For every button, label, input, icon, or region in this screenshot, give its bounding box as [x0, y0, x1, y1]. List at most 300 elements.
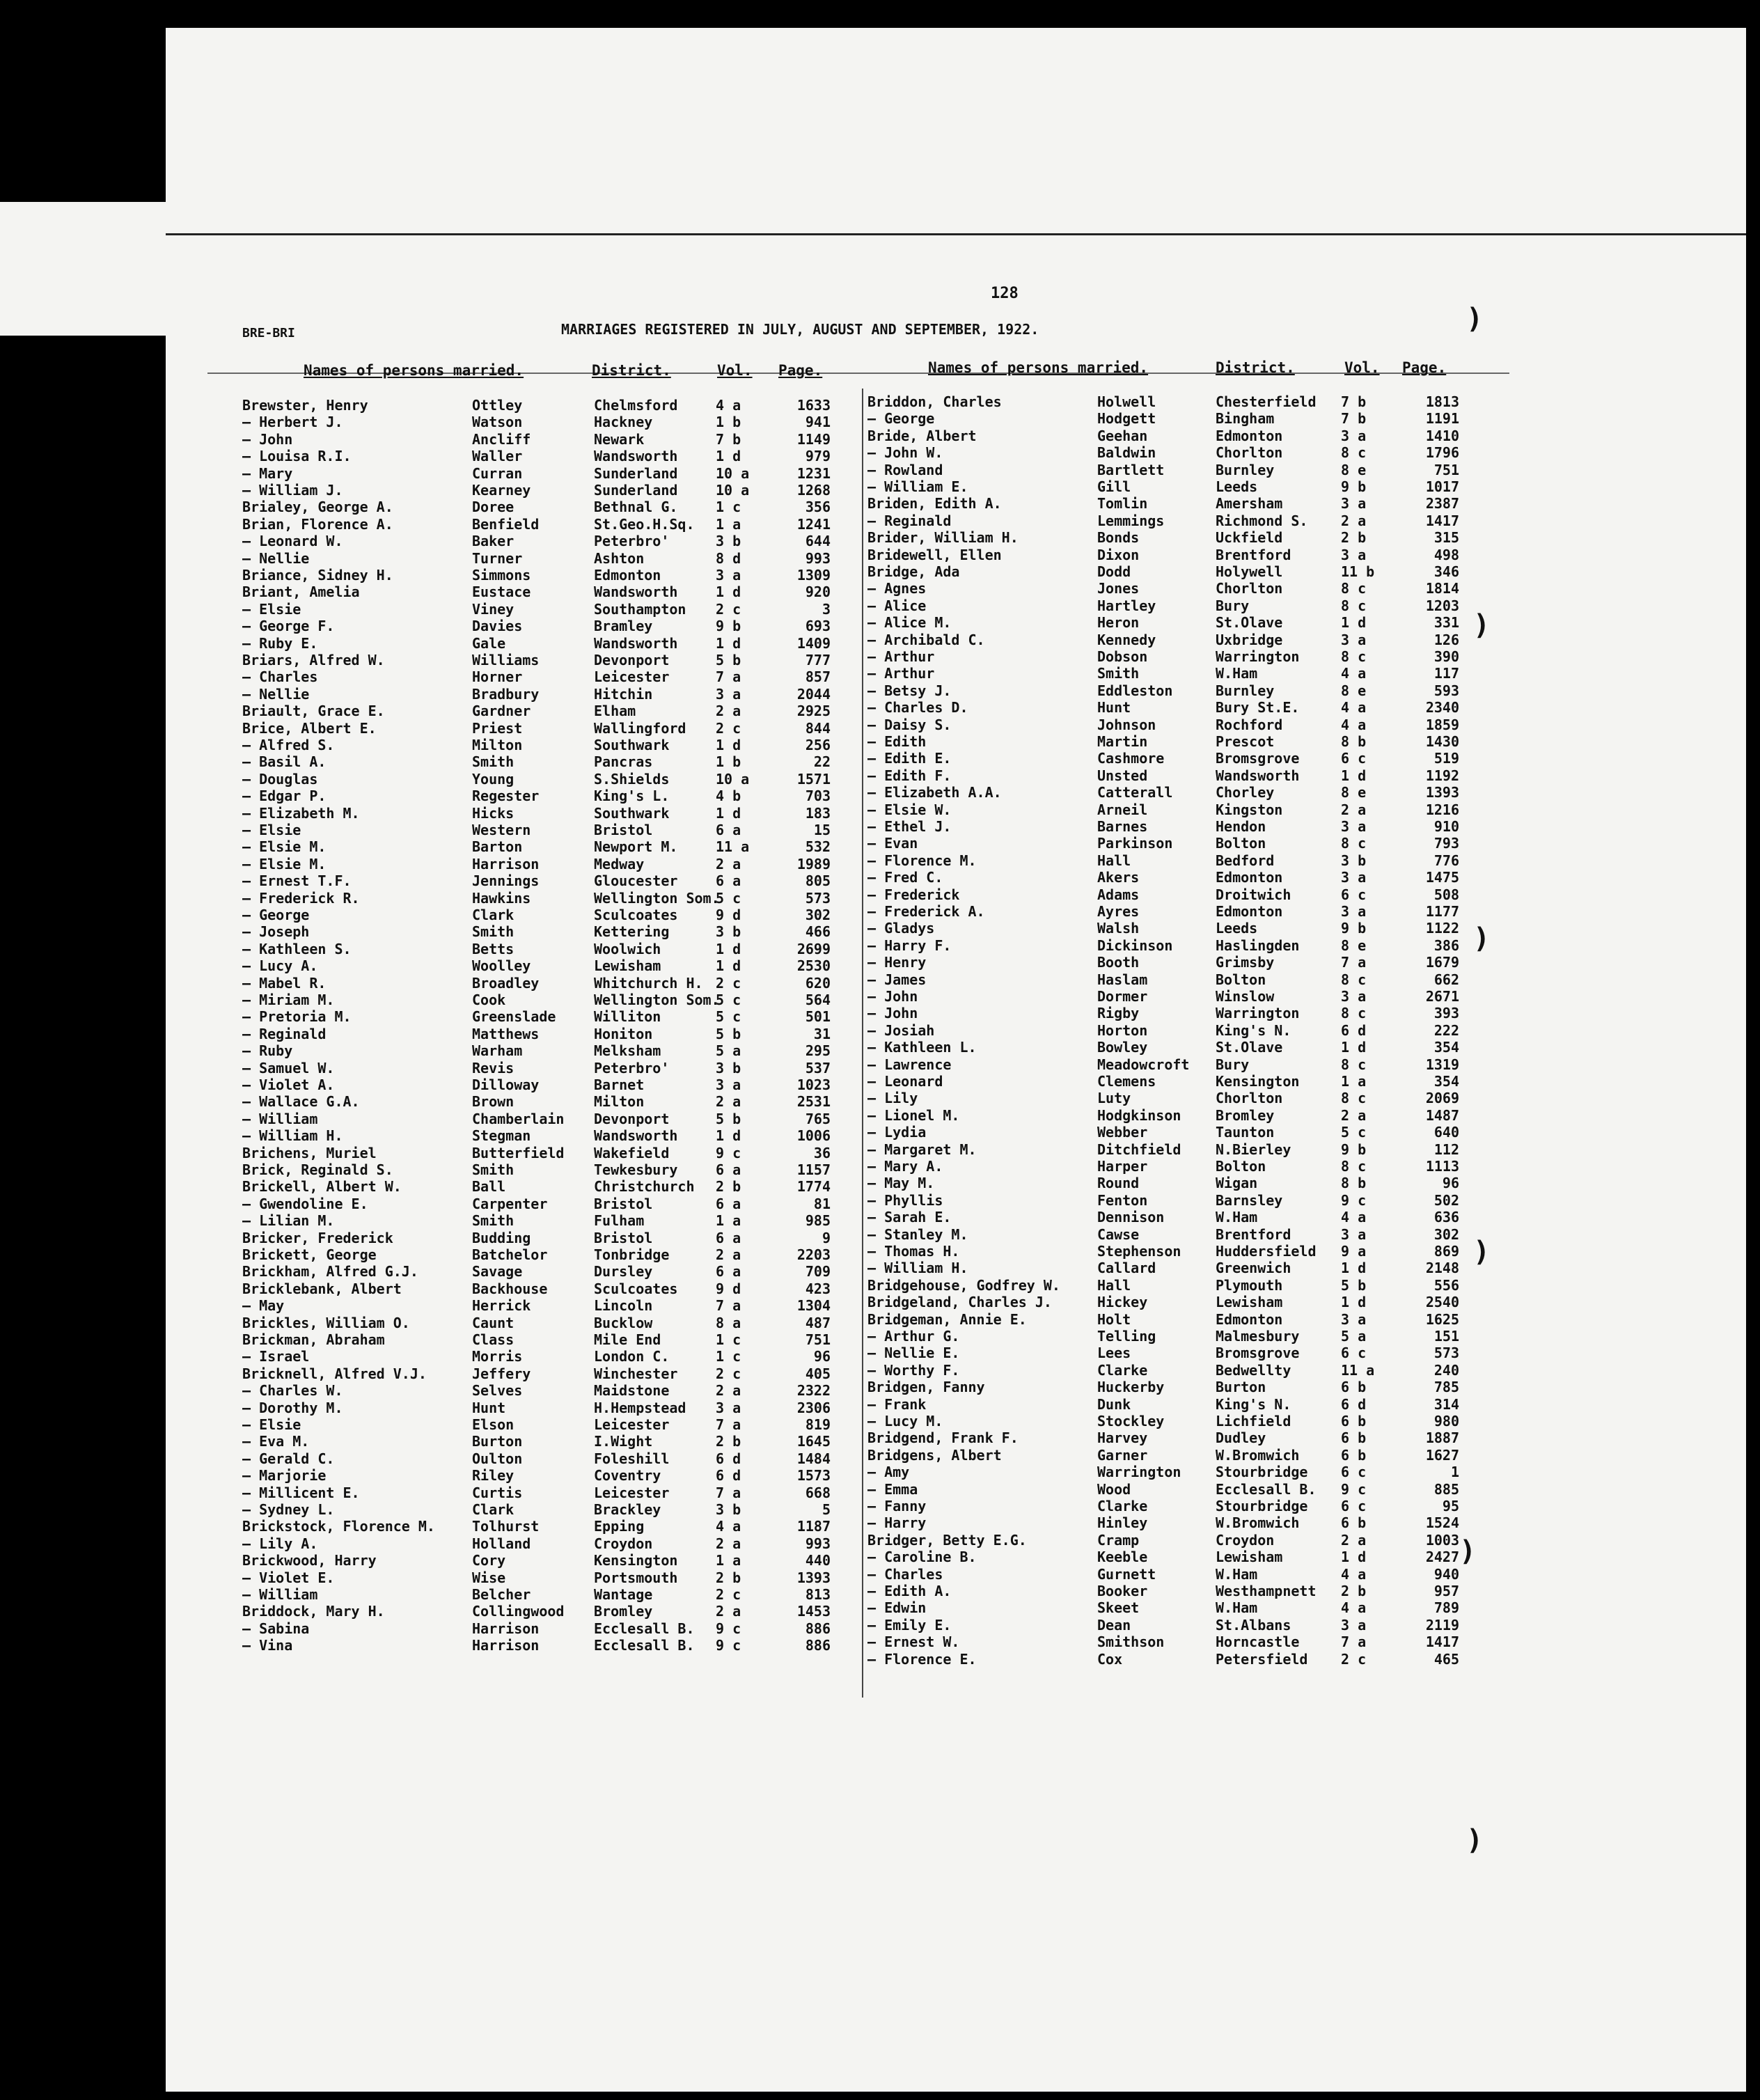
entry-district: Lewisham	[594, 957, 661, 975]
entry-vol: 5 c	[716, 1008, 741, 1026]
entry-name: — Kathleen L.	[867, 1039, 977, 1056]
entry-district: Leeds	[1216, 478, 1258, 495]
entry-district: Pancras	[594, 753, 653, 771]
entry-name: — Sydney L.	[242, 1501, 335, 1518]
entry-district: Plymouth	[1216, 1276, 1283, 1294]
entry-vol: 2 a	[1341, 1106, 1367, 1124]
entry-name: — William H.	[242, 1127, 343, 1145]
entry-page: 1487	[1425, 1106, 1459, 1124]
entry-name: — Alice M.	[867, 614, 952, 632]
entry-district: Chorlton	[1216, 580, 1283, 597]
left-header-vol: Vol.	[717, 362, 753, 379]
entry-spouse: Ancliff	[472, 430, 531, 448]
entry-name: — George F.	[242, 618, 335, 635]
entry-spouse: Davies	[472, 618, 523, 635]
entry-page: 910	[1433, 818, 1459, 835]
entry-vol: 1 d	[1341, 1260, 1367, 1277]
entry-vol: 8 c	[1341, 1005, 1367, 1022]
entry-spouse: Bowley	[1097, 1039, 1148, 1056]
entry-spouse: Walsh	[1097, 920, 1140, 937]
entry-name: Brickell, Albert W.	[242, 1178, 402, 1196]
entry-vol: 2 a	[1341, 801, 1367, 818]
entry-spouse: Horton	[1097, 1021, 1148, 1039]
entry-page: 556	[1433, 1276, 1459, 1294]
entry-name: — Frederick A.	[867, 903, 985, 920]
entry-name: — Gladys	[867, 920, 935, 937]
entry-name: Brickstock, Florence M.	[242, 1518, 435, 1535]
entry-page: 2322	[796, 1382, 831, 1400]
entry-vol: 8 c	[1341, 597, 1367, 614]
entry-vol: 7 a	[716, 1484, 741, 1501]
entry-name: — May	[242, 1297, 285, 1315]
entry-page: 2540	[1425, 1294, 1459, 1311]
entry-spouse: Class	[472, 1331, 514, 1348]
entry-name: — Harry	[867, 1514, 927, 1532]
entry-district: Kensington	[594, 1552, 678, 1569]
entry-vol: 1 d	[1341, 1294, 1367, 1311]
entry-name: — May M.	[867, 1175, 935, 1192]
entry-spouse: Curtis	[472, 1484, 523, 1501]
entry-district: Grimsby	[1216, 954, 1275, 971]
column-separator	[862, 389, 863, 1698]
entry-name: — Josiah	[867, 1021, 935, 1039]
entry-spouse: Stephenson	[1097, 1243, 1181, 1260]
entry-spouse: Viney	[472, 600, 514, 618]
entry-name: — Daisy S.	[867, 716, 952, 733]
entry-name: — Frank	[867, 1395, 927, 1413]
entry-name: — Emily E.	[867, 1616, 952, 1633]
entry-page: 1859	[1425, 716, 1459, 733]
entry-spouse: Cashmore	[1097, 750, 1165, 767]
entry-district: W.Ham	[1216, 665, 1258, 682]
entry-spouse: Holt	[1097, 1310, 1131, 1328]
entry-spouse: Hodgett	[1097, 410, 1156, 428]
entry-spouse: Meadowcroft	[1097, 1056, 1190, 1073]
entry-vol: 1 a	[1341, 1073, 1367, 1090]
entry-spouse: Matthews	[472, 1025, 540, 1042]
entry-district: H.Hempstead	[594, 1399, 686, 1416]
entry-page: 302	[1433, 1225, 1459, 1243]
entry-vol: 8 c	[1341, 580, 1367, 597]
entry-page: 9	[822, 1229, 831, 1246]
entry-page: 183	[805, 804, 831, 822]
entry-name: — Violet A.	[242, 1076, 335, 1093]
entry-spouse: Barton	[472, 838, 523, 856]
entry-vol: 2 b	[716, 1178, 741, 1196]
entry-page: 1410	[1425, 427, 1459, 444]
entry-page: 1524	[1425, 1514, 1459, 1532]
entry-spouse: Smith	[472, 1212, 514, 1230]
entry-page: 532	[805, 838, 831, 856]
entry-vol: 1 b	[716, 414, 741, 431]
entry-district: Wallingford	[594, 719, 686, 737]
entry-spouse: Heron	[1097, 614, 1140, 632]
entry-vol: 9 d	[716, 907, 741, 923]
entry-spouse: Milton	[472, 737, 523, 753]
entry-page: 1679	[1425, 954, 1459, 971]
entry-spouse: Bradbury	[472, 685, 540, 703]
entry-district: W.Ham	[1216, 1565, 1258, 1583]
entry-spouse: Dunk	[1097, 1395, 1131, 1413]
entry-page: 985	[805, 1212, 831, 1230]
entry-vol: 9 c	[1341, 1191, 1367, 1209]
entry-name: — Charles	[242, 668, 318, 686]
entry-page: 1409	[796, 634, 831, 652]
entry-vol: 9 b	[1341, 920, 1367, 937]
entry-name: — Marjorie	[242, 1467, 327, 1484]
entry-page: 1645	[796, 1433, 831, 1450]
entry-district: Taunton	[1216, 1124, 1275, 1141]
entry-spouse: Dodd	[1097, 563, 1131, 580]
entry-name: — Elsie	[242, 822, 301, 838]
entry-name: — Alice	[867, 597, 927, 614]
entry-page: 502	[1433, 1191, 1459, 1209]
entry-district: Droitwich	[1216, 886, 1291, 903]
entry-vol: 2 a	[716, 1246, 741, 1263]
entry-spouse: Harvey	[1097, 1429, 1148, 1447]
entry-page: 1887	[1425, 1429, 1459, 1447]
entry-district: Whitchurch H.	[594, 974, 703, 992]
entry-district: Ashton	[594, 549, 645, 567]
entry-page: 1003	[1425, 1531, 1459, 1549]
entry-district: Christchurch	[594, 1178, 695, 1196]
entry-vol: 6 a	[716, 1229, 741, 1246]
entry-name: — Florence M.	[867, 852, 977, 869]
entry-district: Chorley	[1216, 784, 1275, 801]
entry-page: 564	[805, 992, 831, 1008]
entry-spouse: Tomlin	[1097, 495, 1148, 512]
entry-spouse: Rigby	[1097, 1005, 1140, 1022]
entry-page: 1309	[796, 567, 831, 583]
entry-district: Hackney	[594, 414, 653, 431]
entry-vol: 11 b	[1341, 563, 1375, 580]
entry-district: Edmonton	[594, 567, 661, 583]
page-number: 128	[991, 285, 1019, 302]
entry-district: St.Geo.H.Sq.	[594, 515, 695, 533]
entry-district: St.Olave	[1216, 614, 1283, 632]
entry-district: Tonbridge	[594, 1246, 670, 1263]
entry-name: Brickles, William O.	[242, 1314, 410, 1331]
entry-district: Bromley	[594, 1603, 653, 1620]
entry-page: 314	[1433, 1395, 1459, 1413]
entry-name: — Edwin	[867, 1599, 927, 1617]
entry-spouse: Warrington	[1097, 1464, 1181, 1481]
entry-district: Edmonton	[1216, 427, 1283, 444]
entry-vol: 1 c	[716, 499, 741, 516]
entry-vol: 1 d	[1341, 614, 1367, 632]
entry-name: — Arthur G.	[867, 1328, 960, 1345]
entry-vol: 1 d	[716, 583, 741, 601]
entry-vol: 2 c	[716, 1586, 741, 1603]
entry-name: — Reginald	[242, 1025, 327, 1042]
entry-spouse: Chamberlain	[472, 1110, 565, 1127]
entry-spouse: Unsted	[1097, 767, 1148, 784]
entry-district: Coventry	[594, 1467, 661, 1484]
entry-vol: 7 b	[716, 430, 741, 448]
entry-spouse: Hall	[1097, 852, 1131, 869]
entry-vol: 8 c	[1341, 1056, 1367, 1073]
entry-name: — Amy	[867, 1464, 910, 1481]
entry-spouse: Martin	[1097, 733, 1148, 750]
entry-page: 940	[1433, 1565, 1459, 1583]
entry-name: — William H.	[867, 1260, 968, 1277]
entry-spouse: Parkinson	[1097, 835, 1173, 852]
entry-district: Leeds	[1216, 920, 1258, 937]
entry-district: Lewisham	[1216, 1549, 1283, 1566]
entry-vol: 6 a	[716, 1195, 741, 1212]
entry-spouse: Brown	[472, 1093, 514, 1111]
entry-page: 920	[805, 583, 831, 601]
margin-bracket: )	[1466, 303, 1484, 335]
entry-vol: 9 b	[1341, 478, 1367, 495]
entry-name: — Fanny	[867, 1498, 927, 1514]
entry-district: Tewkesbury	[594, 1161, 678, 1178]
entry-district: Amersham	[1216, 495, 1283, 512]
entry-spouse: Hodgkinson	[1097, 1106, 1181, 1124]
entry-district: Bromsgrove	[1216, 1345, 1300, 1362]
entry-page: 240	[1433, 1361, 1459, 1379]
entry-district: Hitchin	[594, 685, 653, 703]
entry-page: 15	[813, 822, 831, 838]
entry-vol: 1 d	[716, 1127, 741, 1145]
entry-name: — Elsie M.	[242, 855, 327, 872]
entry-page: 2306	[796, 1399, 831, 1416]
entry-page: 1304	[796, 1297, 831, 1315]
entry-district: Honiton	[594, 1025, 653, 1042]
entry-name: — Elsie W.	[867, 801, 952, 818]
entry-vol: 8 e	[1341, 682, 1367, 699]
entry-page: 1192	[1425, 767, 1459, 784]
entry-district: Bolton	[1216, 835, 1266, 852]
entry-page: 1393	[1425, 784, 1459, 801]
entry-vol: 8 b	[1341, 1175, 1367, 1192]
entry-vol: 5 b	[716, 652, 741, 668]
entry-page: 5	[822, 1501, 831, 1518]
entry-vol: 2 a	[716, 703, 741, 720]
entry-vol: 3 b	[716, 1059, 741, 1076]
entry-name: Brichens, Muriel	[242, 1144, 377, 1161]
entry-district: Bolton	[1216, 971, 1266, 988]
entry-spouse: Round	[1097, 1175, 1140, 1192]
entry-spouse: Smithson	[1097, 1633, 1165, 1651]
entry-district: Lewisham	[1216, 1294, 1283, 1311]
entry-vol: 2 a	[716, 1603, 741, 1620]
entry-vol: 6 c	[1341, 1464, 1367, 1481]
entry-spouse: Burton	[472, 1433, 523, 1450]
entry-spouse: Luty	[1097, 1090, 1131, 1107]
entry-vol: 7 a	[1341, 954, 1367, 971]
entry-page: 2148	[1425, 1260, 1459, 1277]
entry-district: Fulham	[594, 1212, 645, 1230]
entry-spouse: Arneil	[1097, 801, 1148, 818]
entry-spouse: Smith	[472, 1161, 514, 1178]
entry-spouse: Priest	[472, 719, 523, 737]
entry-district: Winchester	[594, 1365, 678, 1382]
entry-name: — Eva M.	[242, 1433, 310, 1450]
entry-spouse: Eustace	[472, 583, 531, 601]
margin-bracket: )	[1459, 1535, 1477, 1567]
entry-district: Bromley	[1216, 1106, 1275, 1124]
entry-page: 1	[1450, 1464, 1459, 1481]
entry-name: Brian, Florence A.	[242, 515, 393, 533]
entry-page: 805	[805, 872, 831, 890]
entry-name: — Charles	[867, 1565, 943, 1583]
entry-district: Epping	[594, 1518, 645, 1535]
entry-district: Wandsworth	[594, 583, 678, 601]
entry-vol: 8 c	[1341, 1158, 1367, 1175]
entry-name: — Lilian M.	[242, 1212, 335, 1230]
entry-page: 693	[805, 618, 831, 635]
entry-vol: 9 c	[1341, 1480, 1367, 1498]
entry-vol: 9 c	[716, 1144, 741, 1161]
entry-page: 2044	[796, 685, 831, 703]
entry-district: Wandsworth	[1216, 767, 1300, 784]
entry-name: Bridgend, Frank F.	[867, 1429, 1019, 1447]
entry-page: 993	[805, 549, 831, 567]
entry-name: — Archibald C.	[867, 631, 985, 648]
entry-spouse: Catterall	[1097, 784, 1173, 801]
entry-page: 2203	[796, 1246, 831, 1263]
entry-district: Wandsworth	[594, 634, 678, 652]
entry-district: Peterbro'	[594, 533, 670, 550]
entry-district: Ecclesall B.	[594, 1637, 695, 1654]
entry-vol: 6 b	[1341, 1429, 1367, 1447]
entry-page: 777	[805, 652, 831, 668]
entry-district: Kensington	[1216, 1073, 1300, 1090]
entry-spouse: Dormer	[1097, 988, 1148, 1005]
entry-spouse: Gurnett	[1097, 1565, 1156, 1583]
entry-vol: 7 b	[1341, 393, 1367, 410]
entry-name: — Gwendoline E.	[242, 1195, 368, 1212]
entry-page: 993	[805, 1535, 831, 1552]
entry-page: 573	[1433, 1345, 1459, 1362]
entry-page: 256	[805, 737, 831, 753]
entry-name: Brewster, Henry	[242, 397, 368, 414]
entry-district: W.Bromwich	[1216, 1514, 1300, 1532]
entry-page: 487	[805, 1314, 831, 1331]
entry-district: Lincoln	[594, 1297, 653, 1315]
entry-spouse: Tolhurst	[472, 1518, 540, 1535]
entry-vol: 2 c	[716, 600, 741, 618]
entry-name: — Elizabeth A.A.	[867, 784, 1002, 801]
entry-spouse: Cawse	[1097, 1225, 1140, 1243]
entry-district: Edmonton	[1216, 1310, 1283, 1328]
entry-vol: 9 b	[1341, 1141, 1367, 1158]
entry-page: 1268	[796, 482, 831, 499]
entry-name: — Lily	[867, 1090, 918, 1107]
entry-spouse: Revis	[472, 1059, 514, 1076]
entry-vol: 1 a	[716, 515, 741, 533]
entry-vol: 6 a	[716, 1263, 741, 1280]
entry-district: Richmond S.	[1216, 512, 1308, 529]
entry-page: 354	[1433, 1039, 1459, 1056]
entry-district: Sculcoates	[594, 1280, 678, 1297]
entry-spouse: Horner	[472, 668, 523, 686]
entry-vol: 2 a	[1341, 512, 1367, 529]
entry-vol: 3 a	[716, 1076, 741, 1093]
entry-name: Bridgen, Fanny	[867, 1379, 985, 1396]
entry-page: 36	[813, 1144, 831, 1161]
entry-district: Lichfield	[1216, 1413, 1291, 1429]
entry-page: 1571	[796, 770, 831, 788]
entry-name: — Fred C.	[867, 869, 943, 886]
entry-page: 356	[805, 499, 831, 516]
entry-spouse: Regester	[472, 788, 540, 805]
entry-vol: 4 a	[716, 1518, 741, 1535]
entry-name: — Margaret M.	[867, 1141, 977, 1158]
entry-district: Dursley	[594, 1263, 653, 1280]
entry-page: 957	[1433, 1583, 1459, 1599]
entry-spouse: Butterfield	[472, 1144, 565, 1161]
entry-spouse: Hickey	[1097, 1294, 1148, 1311]
entry-page: 869	[1433, 1243, 1459, 1260]
entry-name: — Miriam M.	[242, 992, 335, 1008]
entry-spouse: Cory	[472, 1552, 506, 1569]
entry-name: — Millicent E.	[242, 1484, 360, 1501]
entry-vol: 3 a	[1341, 1616, 1367, 1633]
entry-district: Malmesbury	[1216, 1328, 1300, 1345]
entry-vol: 6 c	[1341, 886, 1367, 903]
entry-spouse: Gill	[1097, 478, 1131, 495]
entry-district: Bristol	[594, 1229, 653, 1246]
entry-vol: 8 d	[716, 549, 741, 567]
entry-vol: 4 a	[716, 397, 741, 414]
entry-page: 354	[1433, 1073, 1459, 1090]
entry-district: Bedford	[1216, 852, 1275, 869]
entry-district: Medway	[594, 855, 645, 872]
entry-name: — Louisa R.I.	[242, 448, 352, 465]
entry-name: — Stanley M.	[867, 1225, 968, 1243]
entry-spouse: Callard	[1097, 1260, 1156, 1277]
entry-district: Warrington	[1216, 648, 1300, 665]
entry-name: — Emma	[867, 1480, 918, 1498]
entry-district: Huddersfield	[1216, 1243, 1317, 1260]
entry-district: Sunderland	[594, 464, 678, 482]
entry-vol: 4 a	[1341, 665, 1367, 682]
entry-vol: 4 a	[1341, 699, 1367, 716]
range-tag: BRE-BRI	[242, 326, 295, 340]
entry-vol: 2 b	[1341, 529, 1367, 547]
entry-spouse: Geehan	[1097, 427, 1148, 444]
entry-spouse: Keeble	[1097, 1549, 1148, 1566]
entry-spouse: Kearney	[472, 482, 531, 499]
entry-district: Bucklow	[594, 1314, 653, 1331]
entry-vol: 1 d	[716, 940, 741, 957]
entry-page: 709	[805, 1263, 831, 1280]
entry-district: Brackley	[594, 1501, 661, 1518]
entry-vol: 6 a	[716, 872, 741, 890]
entry-name: — Joseph	[242, 923, 310, 941]
entry-spouse: Caunt	[472, 1314, 514, 1331]
entry-spouse: Young	[472, 770, 514, 788]
entry-name: — Wallace G.A.	[242, 1093, 360, 1111]
entry-spouse: Smith	[472, 753, 514, 771]
entry-district: Horncastle	[1216, 1633, 1300, 1651]
entry-district: Newark	[594, 430, 645, 448]
entry-vol: 6 b	[1341, 1446, 1367, 1464]
entry-district: Warrington	[1216, 1005, 1300, 1022]
entry-page: 573	[805, 889, 831, 907]
entry-page: 1006	[796, 1127, 831, 1145]
entry-district: Bristol	[594, 822, 653, 838]
entry-name: — Lawrence	[867, 1056, 952, 1073]
entry-name: — Nellie	[242, 549, 310, 567]
entry-vol: 1 d	[716, 634, 741, 652]
entry-name: Bridewell, Ellen	[867, 546, 1002, 563]
entry-vol: 6 b	[1341, 1413, 1367, 1429]
entry-name: — Edith	[867, 733, 927, 750]
entry-district: Haslingden	[1216, 937, 1300, 954]
